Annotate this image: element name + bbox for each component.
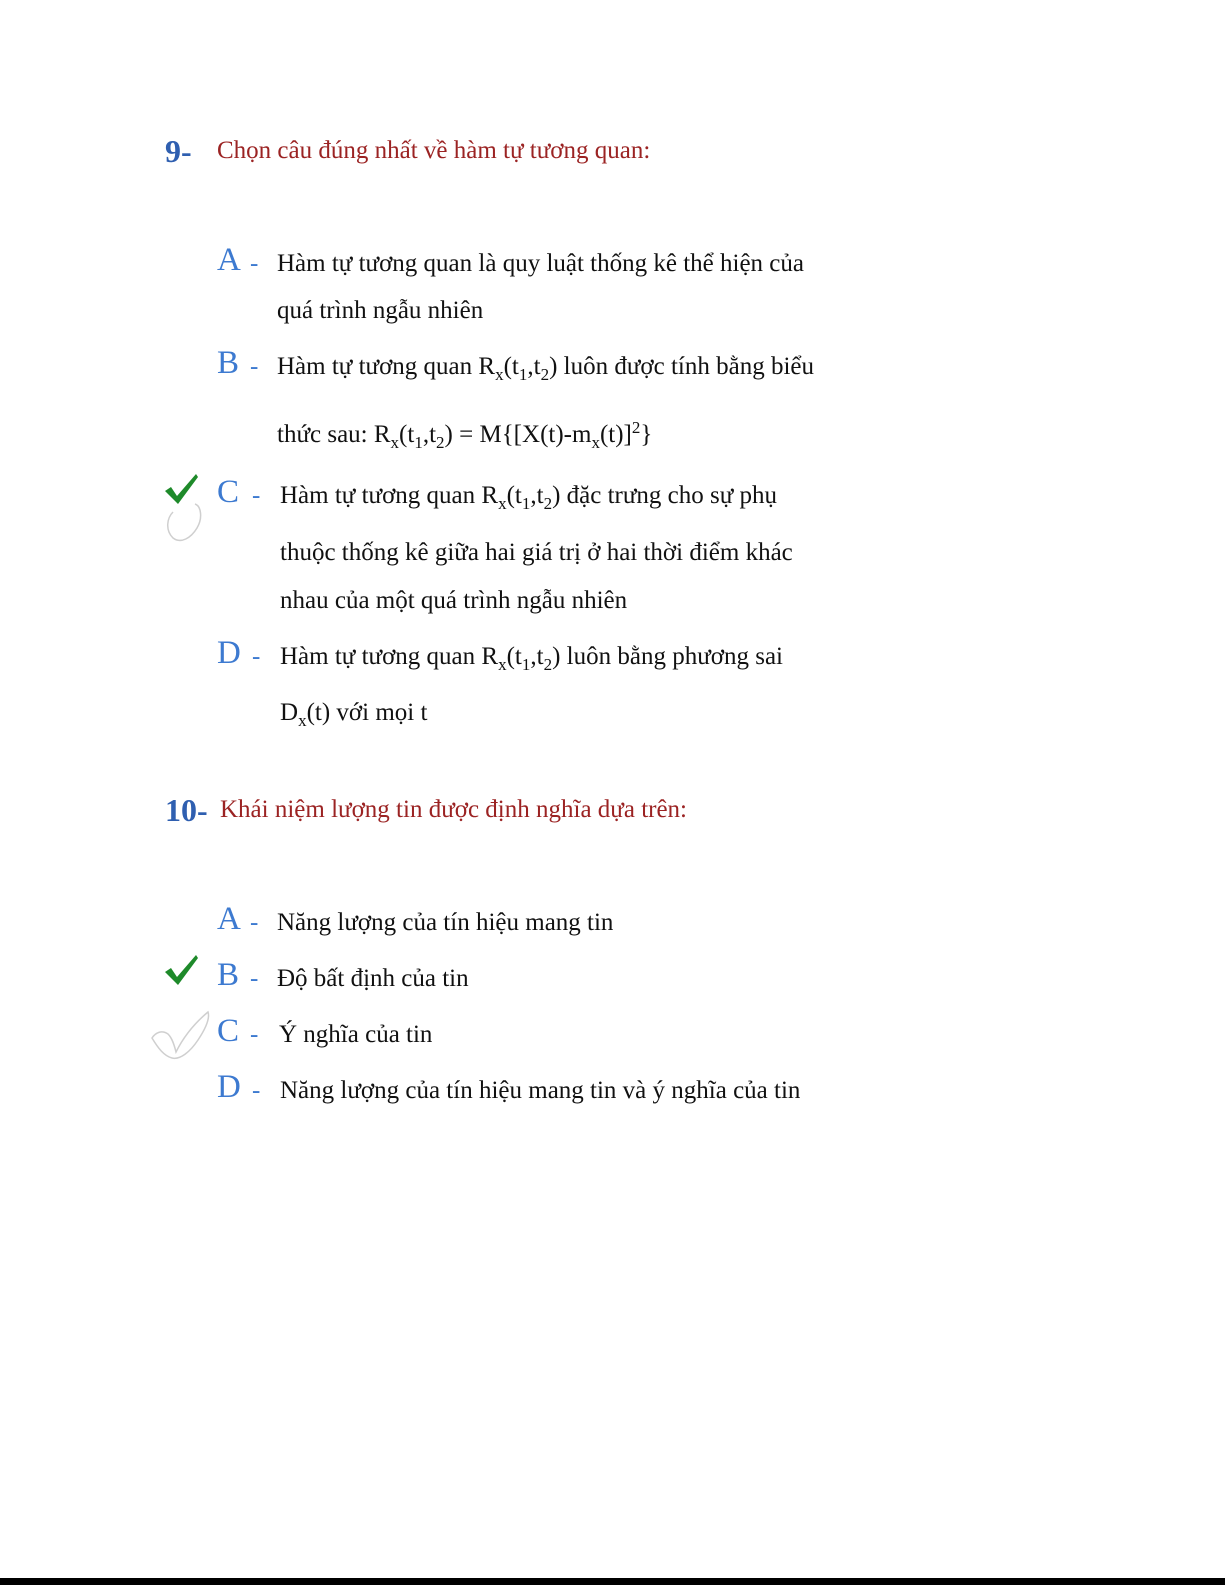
option-text-line: $D_x(t)$ với mọi t bbox=[280, 699, 428, 730]
option-dash: - bbox=[252, 643, 261, 670]
faint-check-mark-icon bbox=[150, 1008, 214, 1062]
option-dash: - bbox=[250, 250, 259, 277]
option-letter: B bbox=[217, 345, 240, 381]
option-letter: A bbox=[217, 901, 241, 937]
option-text-line: thuộc thống kê giữa hai giá trị ở hai thời điểm khác bbox=[280, 539, 793, 566]
question-number: 9- bbox=[165, 133, 192, 169]
option-text-line: Hàm tự tương quan $R_x(t_1,t_2)$ luôn bằng phương sai bbox=[280, 643, 783, 674]
question-text: Khái niệm lượng tin được định nghĩa dựa trên: bbox=[220, 796, 688, 823]
option-letter: D bbox=[217, 1069, 241, 1105]
option-text-line: Hàm tự tương quan $R_x(t_1,t_2)$ đặc trưng cho sự phụ bbox=[280, 482, 778, 513]
option-letter: D bbox=[217, 635, 241, 671]
option-dash: - bbox=[250, 909, 259, 936]
option-dash: - bbox=[250, 1021, 259, 1048]
option-dash: - bbox=[250, 965, 259, 992]
faint-circle-mark-icon bbox=[163, 498, 209, 544]
option-text: Độ bất định của tin bbox=[277, 965, 469, 992]
option-text: Năng lượng của tín hiệu mang tin và ý nghĩa của tin bbox=[280, 1077, 801, 1104]
option-text: Năng lượng của tín hiệu mang tin bbox=[277, 909, 614, 936]
option-formula-line: thức sau: $R_x(t_1,t_2) = M\{[X(t)-m_x(t)]^2\}$ bbox=[277, 418, 653, 452]
page-bottom-border bbox=[0, 1578, 1225, 1585]
question-text: Chọn câu đúng nhất về hàm tự tương quan: bbox=[217, 137, 651, 164]
option-text-line: quá trình ngẫu nhiên bbox=[277, 297, 484, 324]
option-letter: B bbox=[217, 957, 240, 993]
option-dash: - bbox=[252, 1077, 261, 1104]
option-letter: C bbox=[217, 1013, 240, 1049]
option-letter: A bbox=[217, 242, 241, 278]
option-letter: C bbox=[217, 474, 240, 510]
option-text-line: Hàm tự tương quan là quy luật thống kê thể hiện của bbox=[277, 250, 805, 277]
option-text: Ý nghĩa của tin bbox=[279, 1021, 433, 1048]
question-number: 10- bbox=[165, 792, 208, 828]
option-text-line: nhau của một quá trình ngẫu nhiên bbox=[280, 587, 628, 614]
option-text-line: Hàm tự tương quan $R_x(t_1,t_2)$ luôn được tính bằng biểu bbox=[277, 353, 814, 384]
option-dash: - bbox=[252, 482, 261, 509]
option-dash: - bbox=[250, 353, 259, 380]
check-mark-icon bbox=[163, 953, 199, 987]
